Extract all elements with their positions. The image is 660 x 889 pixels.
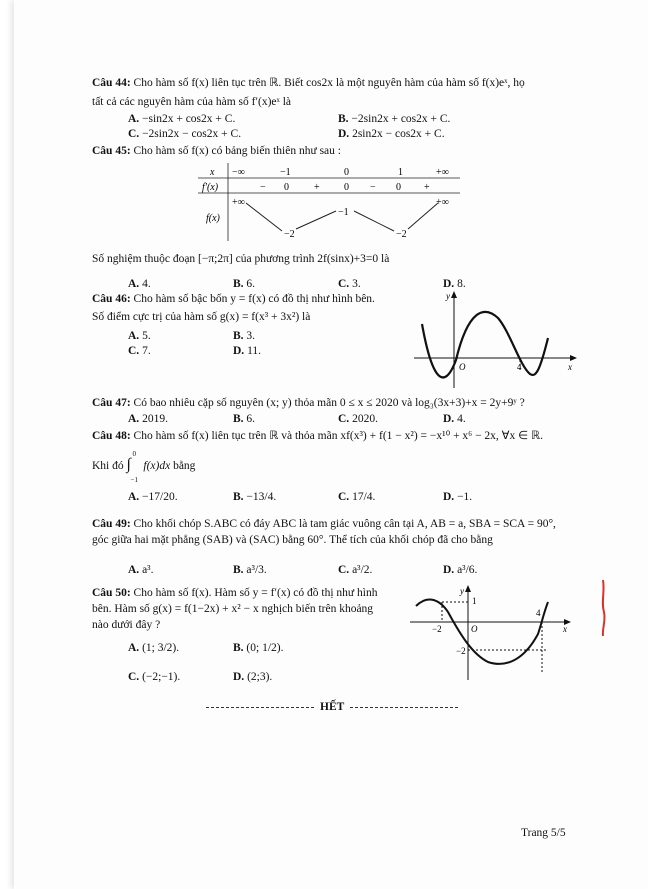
vt-fp6: + xyxy=(424,182,430,193)
q46-line2: Số điểm cực trị của hàm số g(x) = f(x³ + 3x²) là xyxy=(92,311,311,323)
q50-text: Cho hàm số f(x). Hàm số y = f′(x) có đồ thị như hình xyxy=(133,587,378,599)
q50-tick-1: 1 xyxy=(472,596,477,606)
page-footer: Trang 5/5 xyxy=(521,827,566,839)
q45-head: Câu 45: xyxy=(92,145,131,157)
q50-line3: nào dưới đây ? xyxy=(92,619,161,631)
q45-question: Số nghiệm thuộc đoạn [−π;2π] của phương trình 2f(sinx)+3=0 là xyxy=(92,253,390,265)
q49-option-d: D. a³/6. xyxy=(443,564,478,576)
q46-origin: O xyxy=(459,362,466,372)
q48-bang: bằng xyxy=(173,460,196,472)
q47-option-b: B. 6. xyxy=(233,413,256,425)
q46-graph xyxy=(410,290,580,390)
integral-sign: ∫ xyxy=(126,456,131,473)
q50-option-c: C. (−2;−1). xyxy=(128,671,181,683)
q48-khi-do: Khi đó xyxy=(92,460,124,472)
vt-fp-label: f′(x) xyxy=(202,182,219,193)
q47-head: Câu 47: xyxy=(92,397,131,409)
q50-origin: O xyxy=(471,624,478,634)
q47-option-c: C. 2020. xyxy=(338,413,378,425)
q50-option-a: A. (1; 3/2). xyxy=(128,642,180,654)
q45-option-b: B. 6. xyxy=(233,278,256,290)
q50-line2: bên. Hàm số g(x) = f(1−2x) + x² − x nghịch biến trên khoảng xyxy=(92,603,374,615)
end-divider-right xyxy=(350,707,458,708)
q48-option-a: A. −17/20. xyxy=(128,491,178,503)
q50-option-d: D. (2;3). xyxy=(233,671,273,683)
q44-option-c: C. −2sin2x − cos2x + C. xyxy=(128,128,242,140)
q48-text: Cho hàm số f(x) liên tục trên ℝ và thỏa mãn xf(x³) + f(1 − x²) = −x¹⁰ + x⁶ − 2x, ∀x ∈ ℝ. xyxy=(133,430,544,442)
q46-y-label: y xyxy=(446,291,450,301)
q49-option-c: C. a³/2. xyxy=(338,564,373,576)
q50-tick-m2y: −2 xyxy=(456,646,466,656)
vt-fp2: + xyxy=(314,182,320,193)
vt-f-label: f(x) xyxy=(206,213,220,224)
q49-text: Cho khối chóp S.ABC có đáy ABC là tam giác vuông cân tại A, AB = a, SBA = SCA = 90°, xyxy=(133,518,556,530)
q50-option-b: B. (0; 1/2). xyxy=(233,642,284,654)
vt-x2: 0 xyxy=(344,167,349,178)
vt-x4: +∞ xyxy=(436,167,449,178)
vt-fp4: − xyxy=(370,182,376,193)
q46-text: Cho hàm số bậc bốn y = f(x) có đồ thị như hình bên. xyxy=(133,293,375,305)
q48-option-b: B. −13/4. xyxy=(233,491,277,503)
q45-text: Cho hàm số f(x) có bảng biến thiên như sau : xyxy=(133,145,341,157)
q46-option-d: D. 11. xyxy=(233,345,262,357)
vt-f-top-left: +∞ xyxy=(232,197,245,208)
q46-head: Câu 46: xyxy=(92,293,131,305)
q48-integrand: f(x)dx xyxy=(143,460,171,472)
vt-f-mid: −1 xyxy=(338,207,349,218)
q44-option-a: A. −sin2x + cos2x + C. xyxy=(128,113,236,125)
q47-text: Có bao nhiêu cặp số nguyên (x; y) thỏa mãn 0 ≤ x ≤ 2020 và log₃(3x+3)+x = 2y+9ʸ ? xyxy=(133,397,525,409)
q44-head: Câu 44: xyxy=(92,77,131,89)
q49-line1 xyxy=(92,517,556,531)
vt-x-label: x xyxy=(210,167,215,178)
vt-fp5: 0 xyxy=(396,182,401,193)
q46-option-c: C. 7. xyxy=(128,345,151,357)
q46-tick-4: 4 xyxy=(517,362,522,372)
q46-curve xyxy=(422,312,548,378)
q45-option-d: D. 8. xyxy=(443,278,466,290)
q44-line2: tất cả các nguyên hàm của hàm số f′(x)eˣ là xyxy=(92,96,292,108)
q44-line1 xyxy=(92,76,525,90)
q46-option-a: A. 5. xyxy=(128,330,151,342)
q45-variation-table xyxy=(198,163,460,241)
vt-fp3: 0 xyxy=(344,182,349,193)
q45-option-a: A. 4. xyxy=(128,278,151,290)
q49-head: Câu 49: xyxy=(92,518,131,530)
q49-line2: góc giữa hai mặt phẳng (SAB) và (SAC) bằng 60°. Thể tích của khối chóp đã cho bằng xyxy=(92,534,493,546)
integral-lower: −1 xyxy=(130,476,138,484)
q50-line1 xyxy=(92,586,377,600)
q48-option-d: D. −1. xyxy=(443,491,473,503)
q47-option-d: D. 4. xyxy=(443,413,466,425)
q44-text: Cho hàm số f(x) liên tục trên ℝ. Biết cos2x là một nguyên hàm của hàm số f(x)eˣ, họ xyxy=(133,77,525,89)
vt-fp1: 0 xyxy=(284,182,289,193)
q48-line xyxy=(92,429,543,443)
q50-tick-m2: −2 xyxy=(432,624,442,634)
q48-integral-line xyxy=(92,450,196,484)
exam-page xyxy=(14,0,646,889)
q48-option-c: C. 17/4. xyxy=(338,491,376,503)
end-label: HẾT xyxy=(320,701,345,713)
q46-line1 xyxy=(92,292,375,306)
vt-fp0: − xyxy=(260,182,266,193)
vt-f-low2: −2 xyxy=(396,229,407,240)
q48-head: Câu 48: xyxy=(92,430,131,442)
q50-tick-4: 4 xyxy=(536,608,541,618)
q45-option-c: C. 3. xyxy=(338,278,361,290)
end-divider-left xyxy=(206,707,314,708)
q50-head: Câu 50: xyxy=(92,587,131,599)
vt-x0: −∞ xyxy=(232,167,245,178)
q46-option-b: B. 3. xyxy=(233,330,256,342)
vt-x1: −1 xyxy=(280,167,291,178)
q44-option-b: B. −2sin2x + cos2x + C. xyxy=(338,113,451,125)
q47-line xyxy=(92,396,525,410)
q49-option-a: A. a³. xyxy=(128,564,154,576)
vt-f-top-right: +∞ xyxy=(436,197,449,208)
integral-upper: 0 xyxy=(132,450,136,458)
red-pen-mark xyxy=(600,578,606,638)
q49-option-b: B. a³/3. xyxy=(233,564,267,576)
q50-x-label: x xyxy=(563,624,567,634)
q45-line xyxy=(92,144,341,158)
vt-x3: 1 xyxy=(398,167,403,178)
q50-graph xyxy=(406,584,574,682)
q44-option-d: D. 2sin2x − cos2x + C. xyxy=(338,128,445,140)
q46-x-label: x xyxy=(568,362,572,372)
q50-y-label: y xyxy=(460,586,464,596)
vt-f-low1: −2 xyxy=(284,229,295,240)
q47-option-a: A. 2019. xyxy=(128,413,168,425)
